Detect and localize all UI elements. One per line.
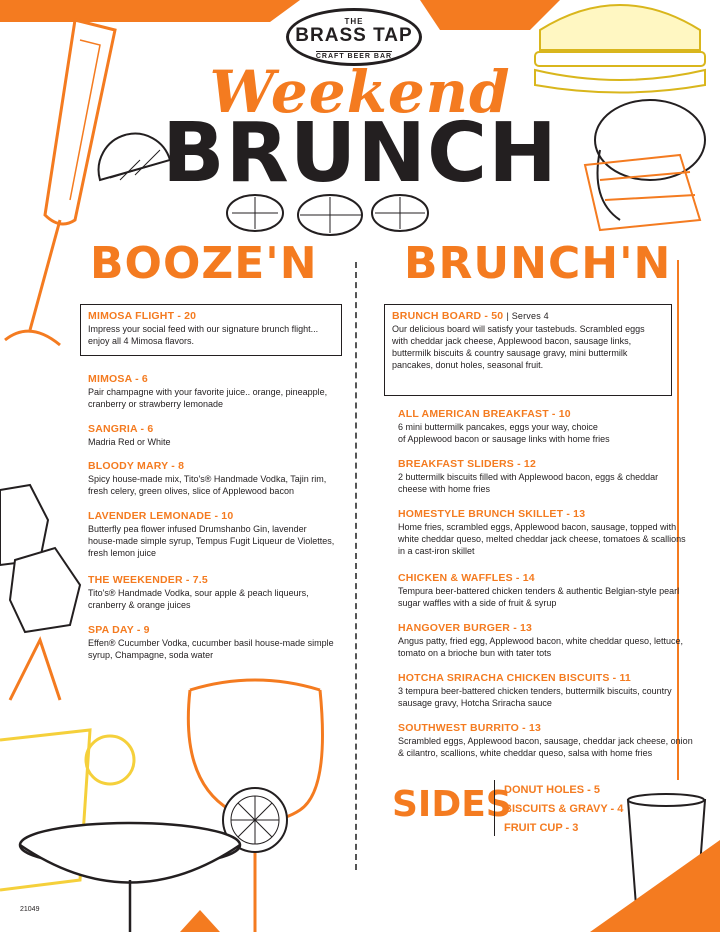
featured-brunch-desc-line: with cheddar jack cheese, Applewood bacon, sausage links,: [392, 336, 632, 346]
title-brunch: BRUNCH: [162, 106, 558, 201]
item-name: BREAKFAST SLIDERS - 12: [398, 458, 537, 470]
item-name: CHICKEN & WAFFLES - 14: [398, 572, 535, 584]
item-desc-line: in a cast-iron skillet: [398, 546, 475, 556]
menu-item: [88, 624, 334, 661]
menu-item: [398, 408, 610, 445]
featured-brunch-separator: |: [506, 311, 512, 321]
featured-drink-box: [80, 304, 342, 356]
item-desc-line: Butterfly pea flower infused Drumshanbo Gin, lavender: [88, 524, 307, 534]
ice-cubes-icon: [0, 485, 80, 632]
footer-code: 21049: [20, 906, 40, 913]
item-desc-line: fresh lemon juice: [88, 548, 157, 558]
item-desc-line: white cheddar queso, melted cheddar jack cheese, tomatoes & scallions: [398, 534, 686, 544]
menu-item: [398, 572, 679, 609]
item-desc-line: cranberry & orange juices: [88, 600, 191, 610]
side-item: DONUT HOLES - 5: [504, 784, 600, 796]
top-right-banner: [420, 0, 560, 30]
item-desc-line: & cilantro, scallions, white cheddar queso, salsa with home fries: [398, 748, 653, 758]
menu-item: [398, 458, 658, 495]
lemon-slices-icon: [227, 195, 428, 235]
item-desc-line: Pair champagne with your favorite juice.. orange, pineapple,: [88, 387, 328, 397]
item-desc-line: Tito's® Handmade Vodka, sour apple & peach liqueurs,: [88, 588, 309, 598]
item-desc-line: Home fries, scrambled eggs, Applewood bacon, sausage, topped with: [398, 522, 677, 532]
logo-the: THE: [344, 17, 364, 26]
item-desc-line: cheese with home fries: [398, 484, 491, 494]
item-name: HOMESTYLE BRUNCH SKILLET - 13: [398, 508, 586, 520]
top-left-banner: [0, 0, 300, 22]
item-desc-line: Scrambled eggs, Applewood bacon, sausage, cheddar jack cheese, onion: [398, 736, 693, 746]
item-desc-line: 3 tempura beer-battered chicken tenders, buttermilk biscuits, country: [398, 686, 672, 696]
item-desc-line: sausage gravy, Hotcha Sriracha sauce: [398, 698, 552, 708]
title-weekend: Weekend: [209, 58, 511, 126]
logo-brand: BRASS TAP: [295, 25, 413, 46]
item-desc-line: Tempura beer-battered chicken tenders & authentic Belgian-style pearl: [398, 586, 680, 596]
item-desc-line: Spicy house-made mix, Tito's® Handmade Vodka, Tajin rim,: [88, 474, 327, 484]
brunch-heading: BRUNCH'N: [404, 238, 672, 289]
item-desc-line: syrup, Champagne, soda water: [88, 650, 214, 660]
sides-heading: SIDES: [392, 784, 512, 825]
item-desc-line: tomato on a brioche bun with tater tots: [398, 648, 552, 658]
menu-item: [88, 510, 334, 559]
item-desc-line: Effen® Cucumber Vodka, cucumber basil house-made simple: [88, 638, 334, 648]
menu-item: [88, 423, 171, 448]
featured-brunch-title: BRUNCH BOARD - 50: [392, 310, 504, 322]
menu-item: [398, 672, 672, 709]
item-desc-line: Madria Red or White: [88, 437, 171, 447]
booze-heading: BOOZE'N: [90, 238, 318, 289]
item-name: MIMOSA - 6: [88, 373, 148, 385]
side-item: FRUIT CUP - 3: [504, 822, 579, 834]
side-item: BISCUITS & GRAVY - 4: [504, 803, 624, 815]
featured-brunch-name: [392, 310, 664, 323]
sides-divider: [494, 780, 495, 836]
item-name: HANGOVER BURGER - 13: [398, 622, 533, 634]
item-desc-line: house-made simple syrup, Tempus Fugit Liqueur de Violettes,: [88, 536, 335, 546]
column-divider: [355, 262, 357, 870]
featured-brunch-desc-line: pancakes, donut holes, seasonal fruit.: [392, 360, 544, 370]
bottom-triangle: [180, 910, 220, 932]
sides-list: [504, 781, 623, 838]
item-desc-line: cranberry or strawberry lemonade: [88, 399, 224, 409]
logo-subtitle: CRAFT BEER BAR: [315, 53, 393, 60]
featured-drink-desc-line: Impress your social feed with our signature brunch flight...: [88, 324, 319, 334]
item-name: LAVENDER LEMONADE - 10: [88, 510, 234, 522]
item-name: SANGRIA - 6: [88, 423, 154, 435]
featured-brunch-box: [384, 304, 672, 396]
featured-brunch-serves: Serves 4: [511, 311, 549, 321]
menu-item: [398, 508, 686, 557]
item-name: ALL AMERICAN BREAKFAST - 10: [398, 408, 571, 420]
item-desc-line: 2 buttermilk biscuits filled with Applewood bacon, eggs & cheddar: [398, 472, 659, 482]
martini-glass-icon: [20, 823, 240, 932]
item-name: HOTCHA SRIRACHA CHICKEN BISCUITS - 11: [398, 672, 631, 684]
featured-brunch-desc-line: buttermilk biscuits & country sausage gravy, mini buttermilk: [392, 348, 628, 358]
featured-brunch-desc-line: Our delicious board will satisfy your tastebuds. Scrambled eggs: [392, 324, 645, 334]
item-name: BLOODY MARY - 8: [88, 460, 185, 472]
item-desc-line: sugar waffles with a side of fruit & syrup: [398, 598, 557, 608]
menu-item: [88, 574, 309, 611]
menu-item: [398, 622, 683, 659]
item-desc-line: 6 mini buttermilk pancakes, eggs your way, choice: [398, 422, 598, 432]
item-desc-line: Angus patty, fried egg, Applewood bacon, white cheddar queso, lettuce,: [398, 636, 684, 646]
item-name: THE WEEKENDER - 7.5: [88, 574, 208, 586]
menu-item: [88, 460, 326, 497]
menu-item: [398, 722, 693, 759]
item-desc-line: of Applewood bacon or sausage links with home fries: [398, 434, 610, 444]
item-name: SOUTHWEST BURRITO - 13: [398, 722, 542, 734]
menu-item: [88, 373, 327, 410]
featured-drink-name: MIMOSA FLIGHT - 20: [88, 310, 197, 322]
featured-drink-desc-line: enjoy all 4 Mimosa flavors.: [88, 336, 195, 346]
item-name: SPA DAY - 9: [88, 624, 150, 636]
item-desc-line: fresh celery, green olives, slice of Applewood bacon: [88, 486, 294, 496]
